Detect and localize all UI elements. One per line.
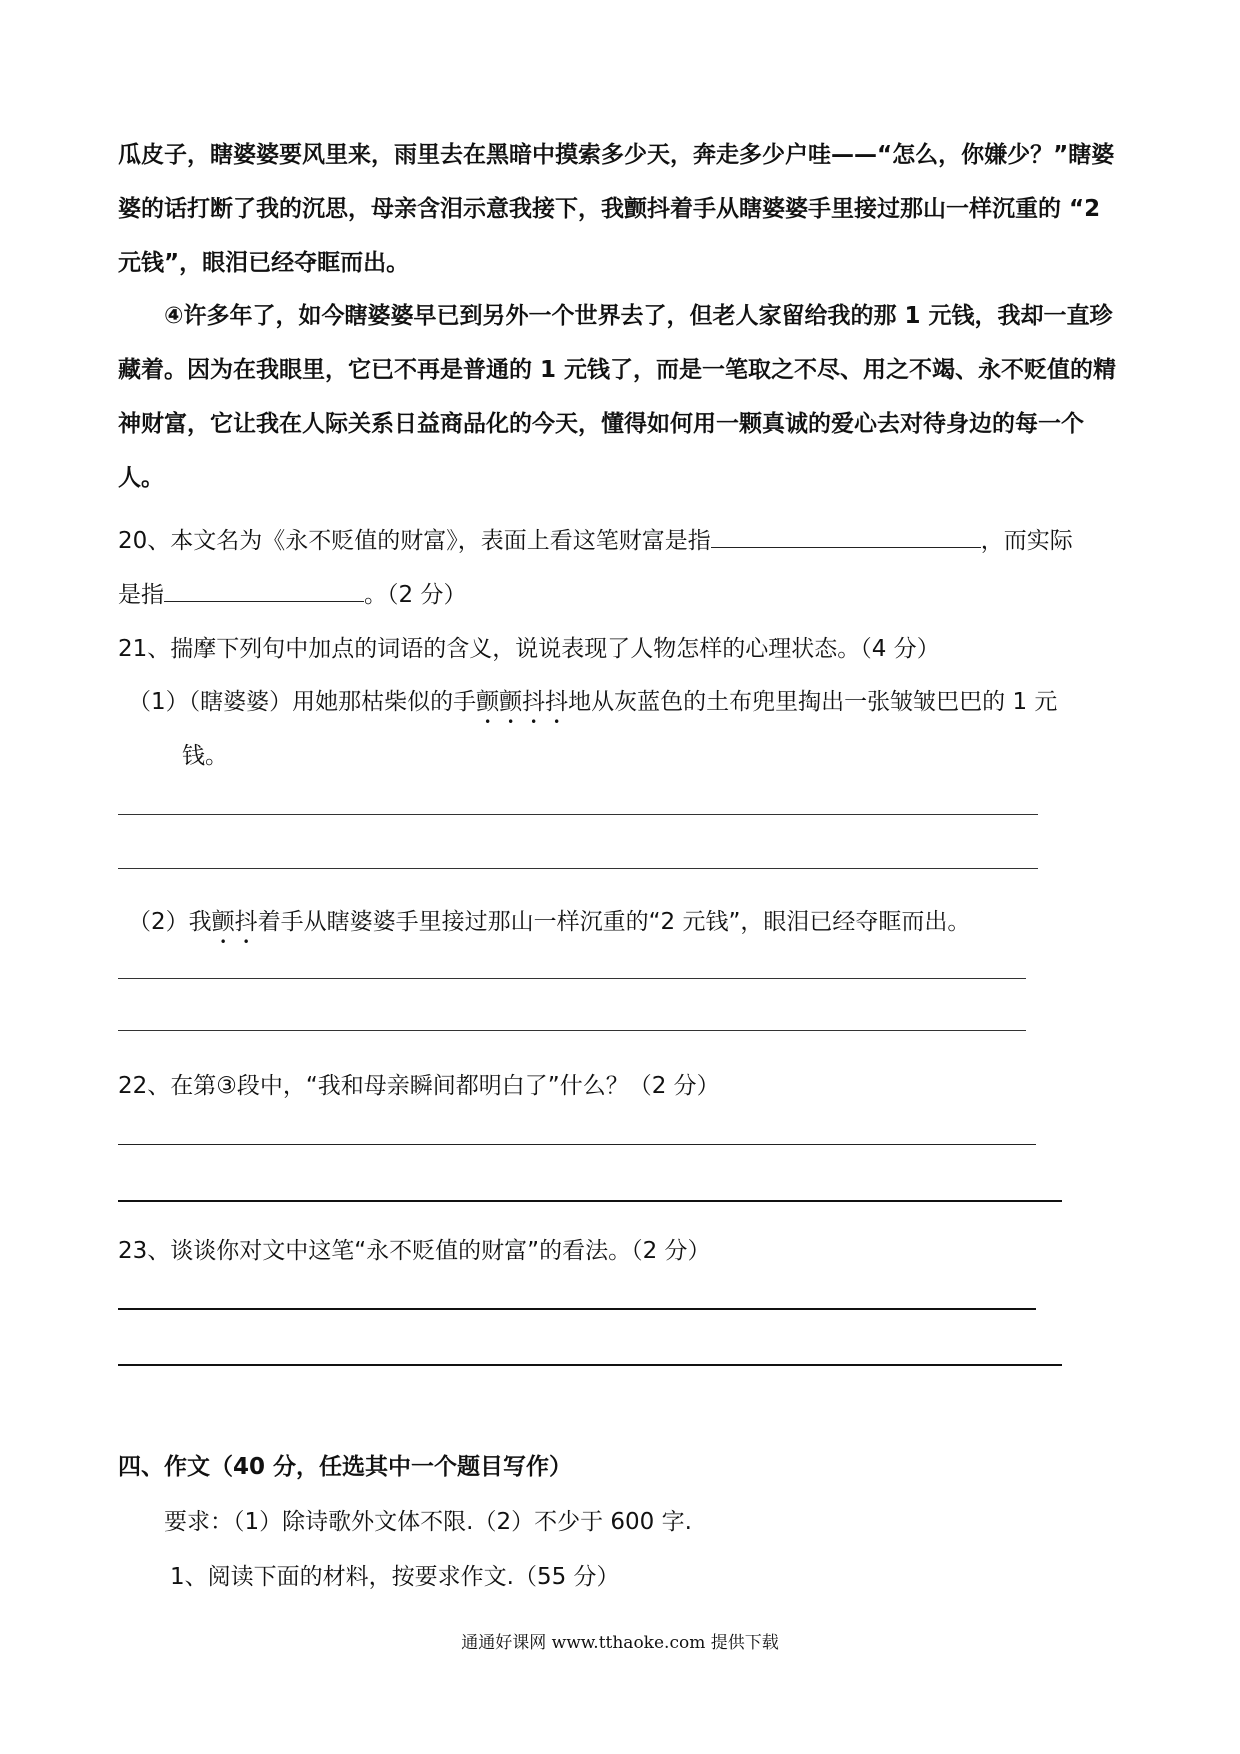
- answer-line-22b[interactable]: [118, 1200, 1062, 1202]
- question-21-1-continued: 钱。: [182, 743, 228, 769]
- question-21-2: [128, 903, 970, 949]
- question-21-1-pre: （1）（瞎婆婆）用她那枯柴似的手: [128, 689, 477, 715]
- essay-heading: 四、作文（40 分，任选其中一个题目写作）: [118, 1454, 573, 1480]
- question-21-2-pre: （2）我: [128, 909, 212, 935]
- dotted-word-21-2: 颤抖: [211, 909, 258, 935]
- question-21-2-post: 着手从瞎婆婆手里接过那山一样沉重的“2 元钱”，眼泪已经夺眶而出。: [257, 909, 971, 935]
- answer-line-23a[interactable]: [118, 1308, 1036, 1310]
- question-21: 21、揣摩下列句中加点的词语的含义，说说表现了人物怎样的心理状态。（4 分）: [118, 636, 940, 662]
- answer-line-23b[interactable]: [118, 1364, 1062, 1366]
- question-21-1: [128, 683, 1057, 729]
- essay-requirements: 要求：（1）除诗歌外文体不限.（2）不少于 600 字.: [164, 1509, 692, 1535]
- dotted-word-21-1: 颤颤抖抖: [476, 689, 569, 715]
- passage-paragraph-continued: 瓜皮子，瞎婆婆要风里来，雨里去在黑暗中摸索多少天，奔走多少户哇——“怎么，你嫌少？”瞎婆婆的话打断了我的沉思，母亲含泪示意我接下，我颤抖着手从瞎婆婆手里接过那山一样沉重的 “2 元钱”，眼泪已经夺眶而出。: [118, 142, 1115, 276]
- passage-paragraph-4: ④许多年了，如今瞎婆婆早已到另外一个世界去了，但老人家留给我的那 1 元钱，我却一直珍藏着。因为在我眼里，它已不再是普通的 1 元钱了，而是一笔取之不尽、用之不竭、永不贬值的精神财富，它让我在人际关系日益商品化的今天，懂得如何用一颗真诚的爱心去对待身边的每一个人。: [118, 303, 1117, 491]
- question-21-1-post: 地从灰蓝色的土布兜里掏出一张皱皱巴巴的 1 元: [568, 689, 1058, 715]
- question-20-text-d: 。（2 分）: [364, 582, 467, 608]
- answer-line-21-2b[interactable]: [118, 1030, 1026, 1031]
- question-20-text-b: ，而实际: [980, 528, 1073, 554]
- answer-line-22a[interactable]: [118, 1144, 1036, 1145]
- answer-blank-20b[interactable]: [164, 600, 364, 602]
- answer-blank-20a[interactable]: [711, 546, 981, 548]
- answer-line-21-2a[interactable]: [118, 978, 1026, 979]
- answer-line-21-1b[interactable]: [118, 868, 1038, 869]
- question-22: 22、在第③段中，“我和母亲瞬间都明白了”什么？（2 分）: [118, 1073, 720, 1099]
- question-23: 23、谈谈你对文中这笔“永不贬值的财富”的看法。（2 分）: [118, 1238, 711, 1264]
- question-20-line2: [118, 576, 466, 609]
- question-20-text-c: 是指: [118, 582, 164, 608]
- essay-item-1: 1、阅读下面的材料，按要求作文.（55 分）: [170, 1564, 620, 1590]
- answer-line-21-1a[interactable]: [118, 814, 1038, 815]
- question-20-text: 20、本文名为《永不贬值的财富》，表面上看这笔财富是指: [118, 528, 711, 554]
- question-20-line1: [118, 522, 1073, 555]
- page-footer: 通通好课网 www.tthaoke.com 提供下载: [461, 1633, 779, 1653]
